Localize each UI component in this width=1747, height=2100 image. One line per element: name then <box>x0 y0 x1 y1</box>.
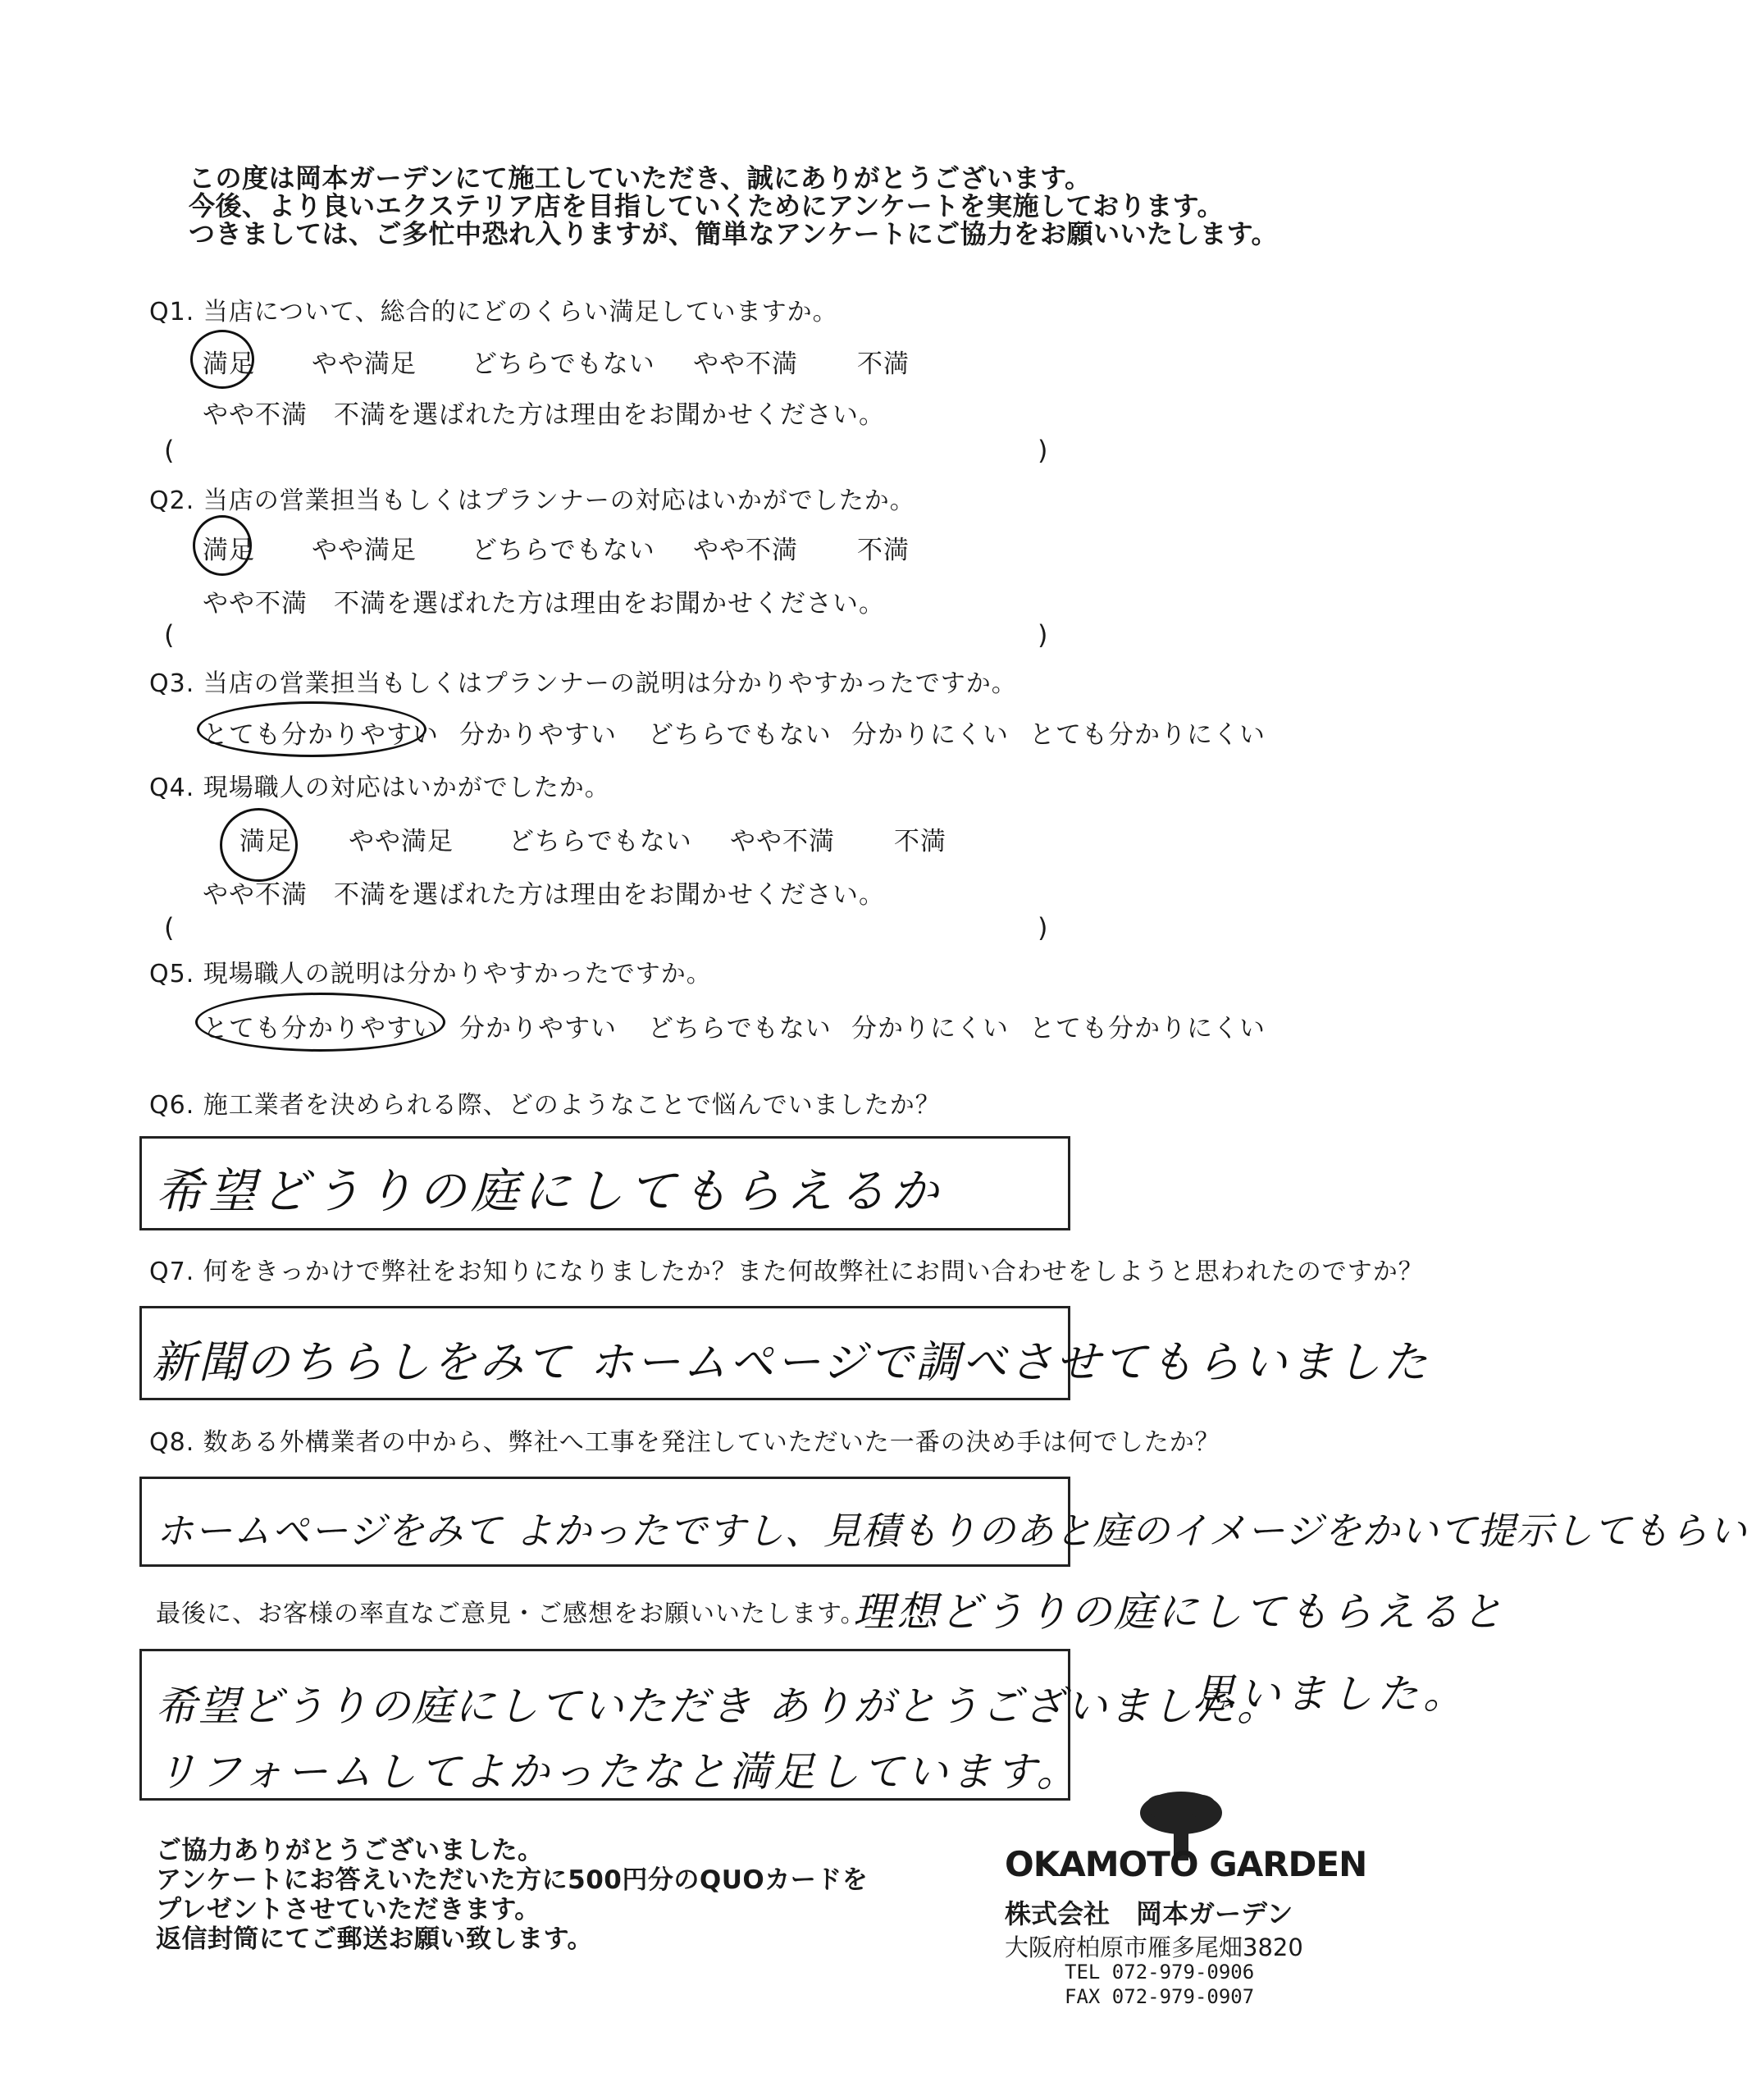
q5-option-clear[interactable]: 分かりやすい <box>459 1014 617 1043</box>
q3-option-neutral[interactable]: どちらでもない <box>648 720 832 750</box>
q1-reason-prompt: やや不満 不満を選ばれた方は理由をお聞かせください。 <box>203 400 885 430</box>
q1-selection-circle <box>190 330 254 389</box>
q4-paren-close: ) <box>1038 912 1048 943</box>
q6-handwritten-answer: 希望どうりの庭にしてもらえるか <box>156 1163 944 1219</box>
question-q6: Q6. 施工業者を決められる際、どのようなことで悩んでいましたか？ <box>149 1091 941 1120</box>
company-fax: FAX 072-979-0907 <box>1065 1985 1255 2008</box>
q4-paren-open: ( <box>164 912 175 943</box>
question-q2: Q2. 当店の営業担当もしくはプランナーの対応はいかがでしたか。 <box>149 486 915 515</box>
q5-option-neutral[interactable]: どちらでもない <box>648 1014 832 1043</box>
q2-paren-open: ( <box>164 619 175 651</box>
q2-reason-prompt: やや不満 不満を選ばれた方は理由をお聞かせください。 <box>203 589 885 619</box>
q4-option-somewhat-dissatisfied[interactable]: やや不満 <box>730 827 835 856</box>
intro-line-1: この度は岡本ガーデンにて施工していただき、誠にありがとうございます。 <box>189 162 1092 194</box>
q3-selection-circle <box>197 701 426 757</box>
q2-option-somewhat-dissatisfied[interactable]: やや不満 <box>693 536 798 565</box>
q8-handwritten-line-1: ホームページをみて よかったですし、見積もりのあと庭のイメージをかいて提示してもらい <box>156 1509 1747 1553</box>
closing-line-2: アンケートにお答えいただいた方に500円分のQUOカードを <box>156 1865 869 1895</box>
company-address: 大阪府柏原市雁多尾畑3820 <box>1005 1933 1303 1961</box>
q1-option-neutral[interactable]: どちらでもない <box>472 349 655 379</box>
q8-handwritten-line-3: 思いました。 <box>1193 1670 1469 1718</box>
question-q1: Q1. 当店について、総合的にどのくらい満足していますか。 <box>149 298 838 326</box>
q2-option-dissatisfied[interactable]: 不満 <box>857 536 910 565</box>
q4-option-somewhat-satisfied[interactable]: やや満足 <box>349 827 454 856</box>
q2-option-somewhat-satisfied[interactable]: やや満足 <box>312 536 417 565</box>
closing-line-1: ご協力ありがとうございました。 <box>156 1836 544 1865</box>
intro-line-3: つきましては、ご多忙中恐れ入りますが、簡単なアンケートにご協力をお願いいたします。 <box>189 218 1279 249</box>
final-handwritten-line-1: 希望どうりの庭にしていただき ありがとうございました。 <box>156 1682 1279 1730</box>
closing-line-4: 返信封筒にてご郵送お願い致します。 <box>156 1924 594 1954</box>
q2-option-satisfied[interactable]: 満足 <box>203 536 255 565</box>
q2-selection-circle <box>193 515 252 576</box>
question-q4: Q4. 現場職人の対応はいかがでしたか。 <box>149 774 610 802</box>
q4-option-satisfied[interactable]: 満足 <box>239 827 292 856</box>
question-q8: Q8. 数ある外構業者の中から、弊社へ工事を発注していただいた一番の決め手は何でしたか？ <box>149 1428 1220 1457</box>
q1-paren-close: ) <box>1038 435 1048 466</box>
q8-handwritten-line-2: 理想どうりの庭にしてもらえると <box>853 1588 1505 1636</box>
q3-option-unclear[interactable]: 分かりにくい <box>851 720 1009 750</box>
q3-option-very-unclear[interactable]: とても分かりにくい <box>1029 720 1266 750</box>
question-q5: Q5. 現場職人の説明は分かりやすかったですか。 <box>149 960 712 988</box>
company-name: 株式会社 岡本ガーデン <box>1005 1898 1293 1929</box>
q5-option-very-unclear[interactable]: とても分かりにくい <box>1029 1014 1266 1043</box>
q4-option-dissatisfied[interactable]: 不満 <box>894 827 946 856</box>
company-tel: TEL 072-979-0906 <box>1065 1961 1255 1984</box>
q4-option-neutral[interactable]: どちらでもない <box>509 827 692 856</box>
company-logo-text: OKAMOTO GARDEN <box>1005 1844 1367 1884</box>
q1-option-somewhat-satisfied[interactable]: やや満足 <box>312 349 417 379</box>
q2-option-neutral[interactable]: どちらでもない <box>472 536 655 565</box>
closing-line-3: プレゼントさせていただきます。 <box>156 1895 541 1924</box>
q2-paren-close: ) <box>1038 619 1048 651</box>
q5-option-unclear[interactable]: 分かりにくい <box>851 1014 1009 1043</box>
question-q7: Q7. 何をきっかけで弊社をお知りになりましたか？また何故弊社にお問い合わせをしようと思われたのですか？ <box>149 1258 1424 1286</box>
q1-paren-open: ( <box>164 435 175 466</box>
q4-reason-prompt: やや不満 不満を選ばれた方は理由をお聞かせください。 <box>203 880 885 910</box>
final-handwritten-line-2: リフォームしてよかったなと満足しています。 <box>156 1748 1081 1796</box>
q4-selection-circle <box>220 808 298 882</box>
q3-option-clear[interactable]: 分かりやすい <box>459 720 617 750</box>
q5-selection-circle <box>195 993 445 1052</box>
final-comments-prompt: 最後に、お客様の率直なご意見・ご感想をお願いいたします。 <box>156 1600 866 1628</box>
q5-option-very-clear[interactable]: とても分かりやすい <box>203 1014 439 1043</box>
intro-line-2: 今後、より良いエクステリア店を目指していくためにアンケートを実施しております。 <box>189 190 1225 221</box>
q1-option-dissatisfied[interactable]: 不満 <box>857 349 910 379</box>
q7-handwritten-answer: 新聞のちらしをみて ホームページで調べさせてもらいました <box>152 1336 1430 1388</box>
question-q3: Q3. 当店の営業担当もしくはプランナーの説明は分かりやすかったですか。 <box>149 669 1017 698</box>
q3-option-very-clear[interactable]: とても分かりやすい <box>203 720 439 750</box>
q1-option-somewhat-dissatisfied[interactable]: やや不満 <box>693 349 798 379</box>
q1-option-satisfied[interactable]: 満足 <box>203 349 255 379</box>
